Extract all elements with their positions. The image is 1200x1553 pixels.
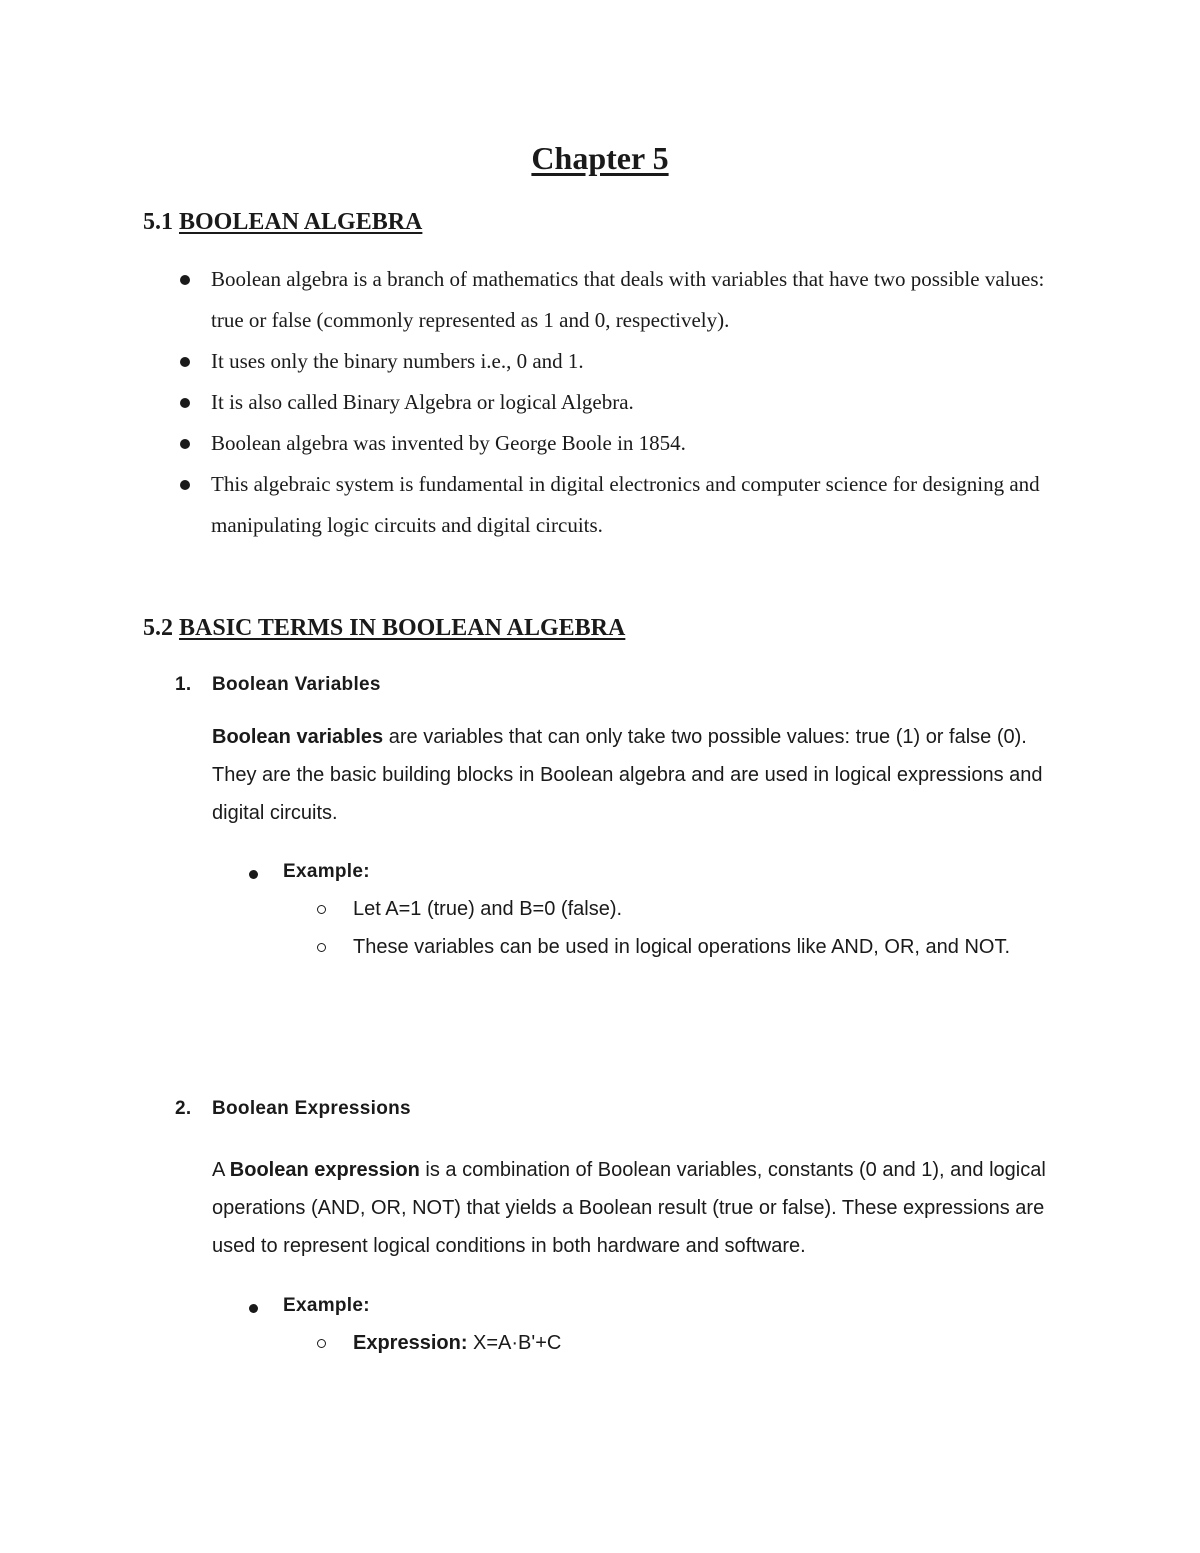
section-number: 5.1 [143,209,173,235]
hollow-bullet-icon [317,943,326,952]
list-item [178,464,1058,546]
boolean-algebra-bullet-list [178,259,1058,546]
item-heading-text: Boolean Variables [212,674,381,695]
list-item [317,928,1037,966]
sub-item-bold: Expression: [353,1332,468,1354]
bullet-dot-icon [180,275,190,285]
bullet-dot-icon [180,439,190,449]
bullet-dot-icon [180,357,190,367]
para-text: is a combination of Boolean variables, constants (0 and 1), and logical operations (AND, OR, NOT) that yields a Boolean result (true or false). These expressions are used to represent logical conditions in both hardware and software. [212,1159,1046,1257]
item-heading-text: Boolean Expressions [212,1098,411,1119]
chapter-title [0,140,1200,177]
item-heading-boolean-expressions [175,1098,411,1120]
section-title: BOOLEAN ALGEBRA [179,209,423,235]
item-heading-boolean-variables [175,674,381,696]
list-item [317,890,1037,928]
sub-item-text: X=A·B'+C [467,1332,562,1354]
list-item-text: This algebraic system is fundamental in digital electronics and computer science for designing and manipulating logic circuits and digital circuits. [211,472,1040,537]
section-number: 5.2 [143,615,173,641]
sub-item-text: Let A=1 (true) and B=0 (false). [353,898,623,920]
list-item [178,259,1058,341]
list-item-text: It uses only the binary numbers i.e., 0 and 1. [211,349,584,373]
list-item [178,341,1058,382]
para-bold-term: Boolean variables [212,726,384,748]
example-bullet [249,861,370,883]
para-text: are variables that can only take two possible values: true (1) or false (0). They are the basic building blocks in Boolean algebra and are used in logical expressions and digital circuits. [212,726,1043,824]
item-number: 2. [175,1098,192,1119]
list-item [317,1324,1037,1362]
example-sub-list [317,890,1037,966]
boolean-expressions-paragraph [212,1151,1072,1265]
list-item [178,423,1058,464]
list-item-text: Boolean algebra was invented by George Boole in 1854. [211,431,686,455]
boolean-variables-paragraph [212,718,1072,832]
example-sub-list [317,1324,1037,1362]
para-prefix: A [212,1159,230,1181]
para-bold-term: Boolean expression [229,1159,420,1181]
section-heading-5-2 [143,615,625,642]
bullet-dot-icon [180,398,190,408]
section-heading-5-1 [143,209,422,236]
hollow-bullet-icon [317,1339,326,1348]
list-item-text: Boolean algebra is a branch of mathematics that deals with variables that have two possible values: true or false (commonly represented as 1 and 0, respectively). [211,267,1045,332]
section-title: BASIC TERMS IN BOOLEAN ALGEBRA [179,615,626,641]
chapter-title-text: Chapter 5 [531,140,669,176]
sub-item-text: These variables can be used in logical operations like AND, OR, and NOT. [353,936,1011,958]
example-label: Example: [283,861,370,882]
bullet-dot-icon [249,1304,258,1313]
list-item-text: It is also called Binary Algebra or logical Algebra. [211,390,634,414]
hollow-bullet-icon [317,905,326,914]
list-item [178,382,1058,423]
example-bullet [249,1295,370,1317]
item-number: 1. [175,674,192,695]
example-label: Example: [283,1295,370,1316]
bullet-dot-icon [180,480,190,490]
bullet-dot-icon [249,870,258,879]
